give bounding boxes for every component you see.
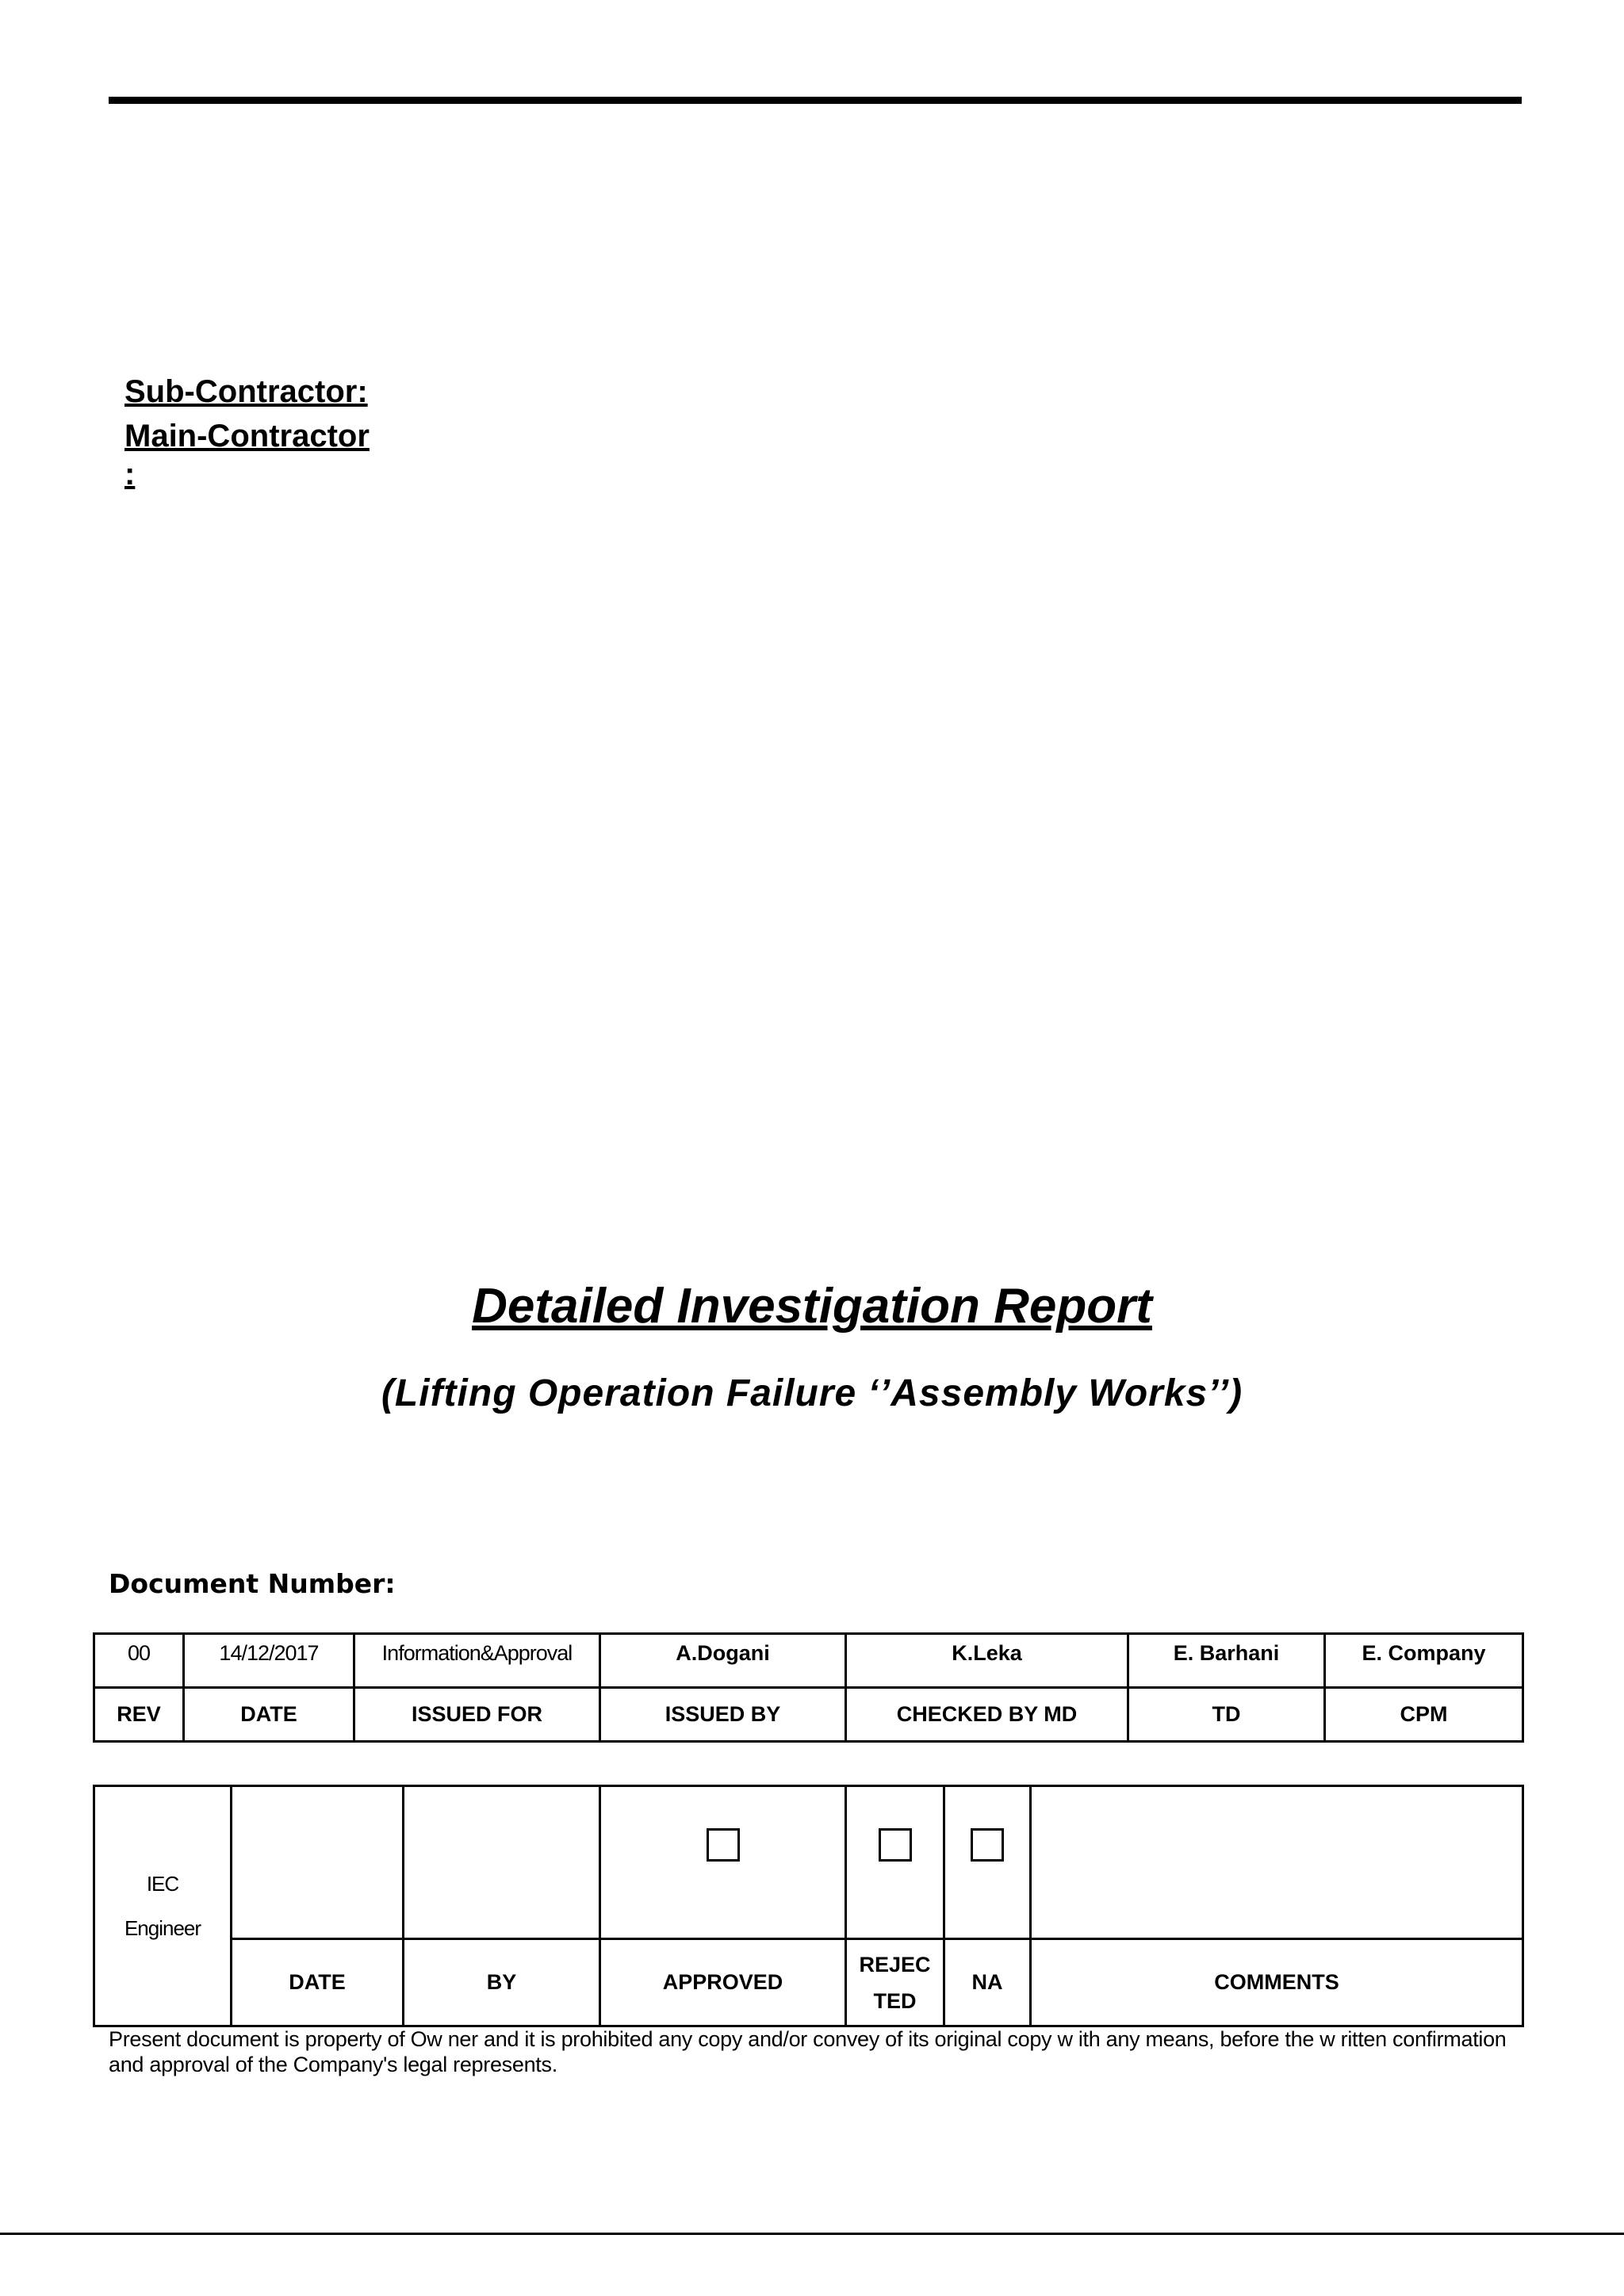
cpm-header: CPM [1325,1688,1523,1742]
cpm-value: E. Company [1325,1634,1523,1688]
rejected-checkbox[interactable] [879,1828,912,1862]
approved-checkbox[interactable] [707,1828,740,1862]
approval-table [93,1785,1524,2027]
rev-value: 00 [94,1634,184,1688]
approval-by-header: BY [404,1939,600,2026]
issued-by-header: ISSUED BY [600,1688,846,1742]
iec-label: IEC [146,1872,179,1896]
checked-by-header: CHECKED BY MD [846,1688,1128,1742]
rejected-header-line1: REJEC [859,1952,931,1976]
na-checkbox[interactable] [971,1828,1004,1862]
revision-values-row [94,1634,1523,1688]
na-header: NA [944,1939,1031,2026]
iec-engineer-cell [94,1786,232,2026]
date-entry-cell[interactable] [232,1786,404,1939]
rejected-header [846,1939,944,2026]
contractor-block [124,369,370,496]
rev-header: REV [94,1688,184,1742]
sub-contractor-label: Sub-Contractor: [124,374,368,409]
document-subtitle: (Lifting Operation Failure ‘’Assembly Works’’) [381,1372,1243,1414]
issued-by-value: A.Dogani [600,1634,846,1688]
engineer-label: Engineer [124,1916,201,1940]
comments-entry-cell[interactable] [1031,1786,1523,1939]
document-title: Detailed Investigation Report [472,1279,1152,1334]
rejected-header-line2: TED [873,1988,917,2013]
property-notice: Present document is property of Ow ner and it is prohibited any copy and/or convey of its original copy w ith any means, before the w ritten confirmation and approval of the Company's legal represents. [109,2027,1507,2076]
td-value: E. Barhani [1128,1634,1325,1688]
bottom-rule [0,2233,1624,2235]
date-value: 14/12/2017 [184,1634,354,1688]
approved-header: APPROVED [600,1939,846,2026]
main-contractor-label: Main-Contractor [124,419,370,453]
date-header: DATE [184,1688,354,1742]
document-number-label: Document Number: [109,1568,396,1599]
revision-headers-row [94,1688,1523,1742]
comments-header: COMMENTS [1031,1939,1523,2026]
td-header: TD [1128,1688,1325,1742]
approval-date-header: DATE [232,1939,404,2026]
main-contractor-colon: : [124,457,136,492]
revision-table [93,1632,1524,1743]
na-cell [944,1786,1031,1939]
issued-for-value: Information&Approval [354,1634,600,1688]
approval-headers-row [94,1939,1523,2026]
rejected-cell [846,1786,944,1939]
approval-input-row [94,1786,1523,1939]
top-rule [109,97,1522,104]
by-entry-cell[interactable] [404,1786,600,1939]
approved-cell [600,1786,846,1939]
checked-by-value: K.Leka [846,1634,1128,1688]
issued-for-header: ISSUED FOR [354,1688,600,1742]
